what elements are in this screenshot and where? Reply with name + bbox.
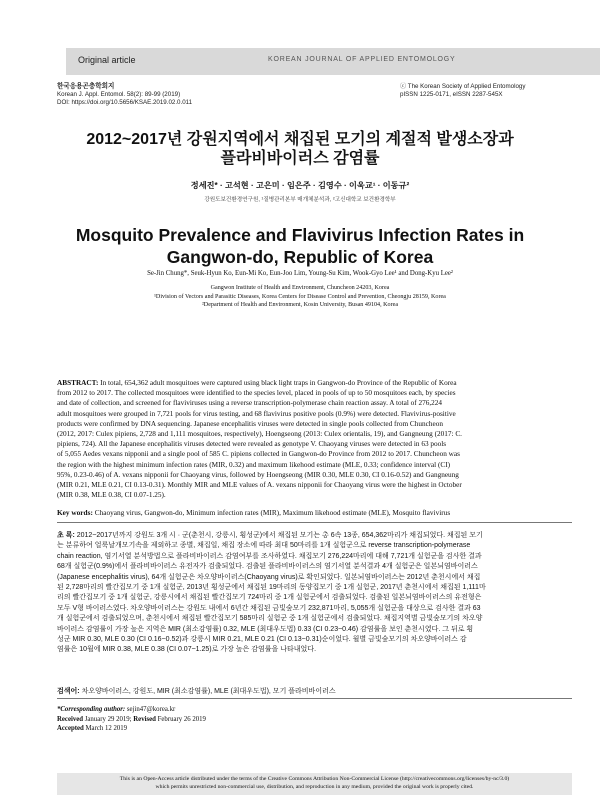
received-date: January 29 2019;: [83, 715, 134, 723]
issn-text: pISSN 1225-0171, eISSN 2287-545X: [400, 91, 503, 99]
abstract-line: (MIR 0.38, MLE 0.38, CI 0.07-1.25).: [57, 491, 166, 500]
accepted-date: March 12 2019: [83, 725, 128, 732]
abstract-line: adult mosquitoes were grouped in 7,721 pools for virus testing, and 68 flavivirus positive pools (0.9%) were detected. Flavivirus-positive: [57, 409, 456, 418]
korean-abstract-line: 바이러스 감염률이 가장 높은 지역은 MIR (최소감염률) 0.32, MLE (최대우도법) 0.33 (CI 0.23~0.46) 감염률을 보인 춘천시였다. 그 뒤로 횡: [57, 625, 474, 633]
revised-date: February 26 2019: [155, 715, 206, 723]
korean-title-line2: 플라비바이러스 감염률: [220, 150, 380, 167]
korean-abstract-line: chain reaction, 염기서열 분석방법으로 플라비바이러스 감염여부를 조사하였다. 채집모기 276,224마리에 대해 7,721개 실험군을 검사한 결과: [57, 552, 482, 560]
section-divider: [57, 698, 572, 699]
korean-abstract-line: 모두 V형 바이러스였다. 차오양바이러스는 강원도 내에서 6년간 채집된 금빛숲모기 232,871마리, 5,055개 실험군을 대상으로 검사한 결과 63: [57, 604, 481, 612]
doi-link[interactable]: DOI: https://doi.org/10.5656/KSAE.2019.02.0.011: [57, 99, 193, 107]
abstract-line: products were confirmed by DNA sequencing. Japanese encephalitis viruses were detected in single pools collected from Chuncheon: [57, 419, 443, 428]
license-notice: [57, 773, 572, 795]
abstract-line: 95%, 0.23-0.46) of A. vexans nipponii for Chaoyang virus, followed by Hoengseong (MIR 0.30, MLE 0.30, CI 0.16-0.52) and Gangneung: [57, 470, 459, 479]
korean-abstract-line: 리의 빨간집모기 중 1개 실험군, 강릉시에서 채집된 빨간집모기 724마리 중 1개 실험군에서 검출되었다. 검출된 일본뇌염바이러스의 유전형은: [57, 594, 482, 602]
keywords-text: Chaoyang virus, Gangwon-do, Minimum infection rates (MIR), Maximum likehood estimate (MLE), Mosquito flavivirus: [92, 508, 451, 517]
journal-running-title: KOREAN JOURNAL OF APPLIED ENTOMOLOGY: [268, 56, 456, 63]
affiliation-3: ²Department of Health and Environment, Kosin University, Busan 49104, Korea: [201, 302, 399, 309]
abstract-line: and date of collection, and screened for flaviviruses using a reverse transcription-polymerase chain reaction assay. A total of 276,224: [57, 399, 443, 408]
affiliation-1: Gangwon Institute of Health and Environment, Chuncheon 24203, Korea: [210, 285, 390, 291]
journal-header-bar: [66, 48, 600, 75]
corresponding-email[interactable]: sejin47@korea.kr: [125, 706, 176, 713]
abstract-label: ABSTRACT:: [57, 379, 99, 387]
corresponding-label: *Corresponding author:: [57, 706, 126, 713]
revised-label: Revised: [133, 715, 156, 723]
korean-affiliations: 강원도보건환경연구원, ¹질병관리본부 매개체분석과, ²고신대학교 보건환경학부: [204, 197, 396, 203]
license-line2: which permits unrestricted non-commercial use, distribution, and reproduction in any medium, provided the original work is properly cited.: [155, 784, 474, 790]
korean-abstract: [57, 531, 572, 656]
abstract-line: (MIR 0.21, MLE 0.21, CI 0.13-0.31). Monthly MIR and MLE values of A. vexans nipponii for Chaoyang virus were the highest in October: [57, 481, 462, 490]
affiliation-2: ¹Division of Vectors and Parasitic Diseases, Korea Centers for Disease Control and Prevention, Cheongju 28159, Korea: [154, 293, 446, 300]
abstract-line: (2012, 2017: Culex pipiens, 2,728 and 1,111 mosquitoes, respectively), Hoengseong (2013: Culex orientalis, 19), and Gangneung (2017: C.: [57, 430, 462, 439]
keywords-label: Key words:: [57, 508, 93, 517]
english-authors: Se-Jin Chung*, Seuk-Hyun Ko, Eun-Mi Ko, Eun-Joo Lim, Young-Su Kim, Wook-Gyo Lee¹ and Dong-Kyu Lee²: [147, 270, 453, 277]
license-line1: This is an Open-Access article distributed under the terms of the Creative Commons Attribution Non-Commercial License (http://creativecommons.org/licenses/by-nc/3.0): [119, 776, 510, 782]
journal-citation-block: [57, 83, 192, 108]
journal-citation: Korean J. Appl. Entomol. 58(2): 89-99 (2019): [57, 91, 181, 99]
received-label: Received: [57, 715, 84, 723]
correspondence-block: [57, 705, 572, 734]
korean-title: [40, 130, 560, 168]
korean-abstract-line: 염률은 10월에 MIR 0.38, MLE 0.38 (CI 0.07~1.25)로 가장 높은 감염률을 나타내었다.: [57, 646, 317, 654]
keywords: [57, 508, 572, 517]
copyright-text: ⓒ The Korean Society of Applied Entomology: [400, 83, 526, 90]
korean-abstract-line: 성군 MIR 0.30, MLE 0.30 (CI 0.16~0.52)과 강릉시 MIR 0.21, MLE 0.21 (CI 0.13~0.31)순이었다. 월별 금빛숲모기의 차오양바이러스 감: [57, 636, 467, 644]
abstract-line: pipiens, 724). All the Japanese encephalitis viruses detected were revealed as genotype V. Chaoyang viruses were detected in 63 pools: [57, 440, 447, 449]
article-type-label: Original article: [78, 55, 136, 65]
korean-keywords: [57, 686, 572, 696]
english-affiliations: [40, 284, 560, 310]
english-title-line2: Gangwon-do, Republic of Korea: [166, 247, 434, 267]
abstract-line: of 5,055 Aedes vexans nipponii and a single pool of 585 C. pipiens collected in Gangwon-do Province from 2012 to 2017. Chuncheon was: [57, 450, 460, 459]
abstract: [57, 378, 572, 500]
accepted-label: Accepted: [57, 725, 84, 732]
abstract-line: from 2012 to 2017. The collected mosquitoes were identified to the species level, placed in pools of up to 50 mosquitoes each, by species: [57, 389, 456, 398]
korean-abstract-line: 개 실험군에서 검출되었으며, 춘천시에서 채집된 빨간집모기 585마리 실험군 중 1개 실험군에서 검출되었다. 채집지역별 금빛숲모기의 차오양: [57, 615, 483, 623]
korean-abstract-line: (Japanese encephalitis virus), 64개 실험군은 차오양바이러스(Chaoyang virus)로 확인되었다. 일본뇌염바이러스는 2012년 춘천시에서 채집: [57, 573, 481, 581]
korean-abstract-line: 2012~2017년까지 강원도 3개 시 · 군(춘천시, 강릉시, 횡성군)에서 채집된 모기는 총 6속 13종, 654,362마리가 채집되었다. 채집된 모기: [74, 532, 483, 539]
korean-keywords-label: 검색어:: [57, 688, 80, 695]
english-title: [40, 224, 560, 268]
korean-abstract-line: 된 2,728마리의 빨간집모기 중 1개 실험군, 2013년 횡성군에서 채집된 19마리의 동양집모기 중 1개 실험군, 2017년 춘천시에서 채집된 1,111마: [57, 584, 486, 592]
korean-abstract-line: 는 분류하여 얼룩날개모기속을 제외하고 종별, 채집일, 채집 장소에 따라 최대 50마리를 1개 실험군으로 reverse transcription-polymerase: [57, 542, 471, 550]
abstract-line: the region with the highest minimum infection rates (MIR, 0.32) and maximum likehood estimate (MLE, 0.33; confidence interval (CI): [57, 460, 451, 469]
korean-abstract-line: 68개 실험군(0.9%)에서 플라비바이러스 유전자가 검출되었다. 검출된 플라비바이러스의 염기서열 분석결과 4개 실험군은 일본뇌염바이러스: [57, 563, 478, 571]
korean-abstract-label: 초 록:: [57, 532, 75, 539]
korean-title-line1: 2012~2017년 강원지역에서 채집된 모기의 계절적 발생소장과: [86, 131, 514, 148]
abstract-line: In total, 654,362 adult mosquitoes were captured using black light traps in Gangwon-do Province of the Republic of Korea: [98, 379, 457, 387]
korean-keywords-text: 차오양바이러스, 강원도, MIR (최소감염률), MLE (최대우도법), 모기 플라비바이러스: [79, 688, 336, 695]
journal-korean-name: 한국응용곤충학회지: [57, 83, 115, 90]
korean-authors: 정세진* · 고석현 · 고은미 · 임은주 · 김영수 · 이욱교¹ · 이동규²: [190, 181, 410, 190]
section-divider: [57, 522, 572, 523]
english-title-line1: Mosquito Prevalence and Flavivirus Infection Rates in: [75, 225, 525, 245]
journal-copyright-block: [400, 83, 575, 99]
